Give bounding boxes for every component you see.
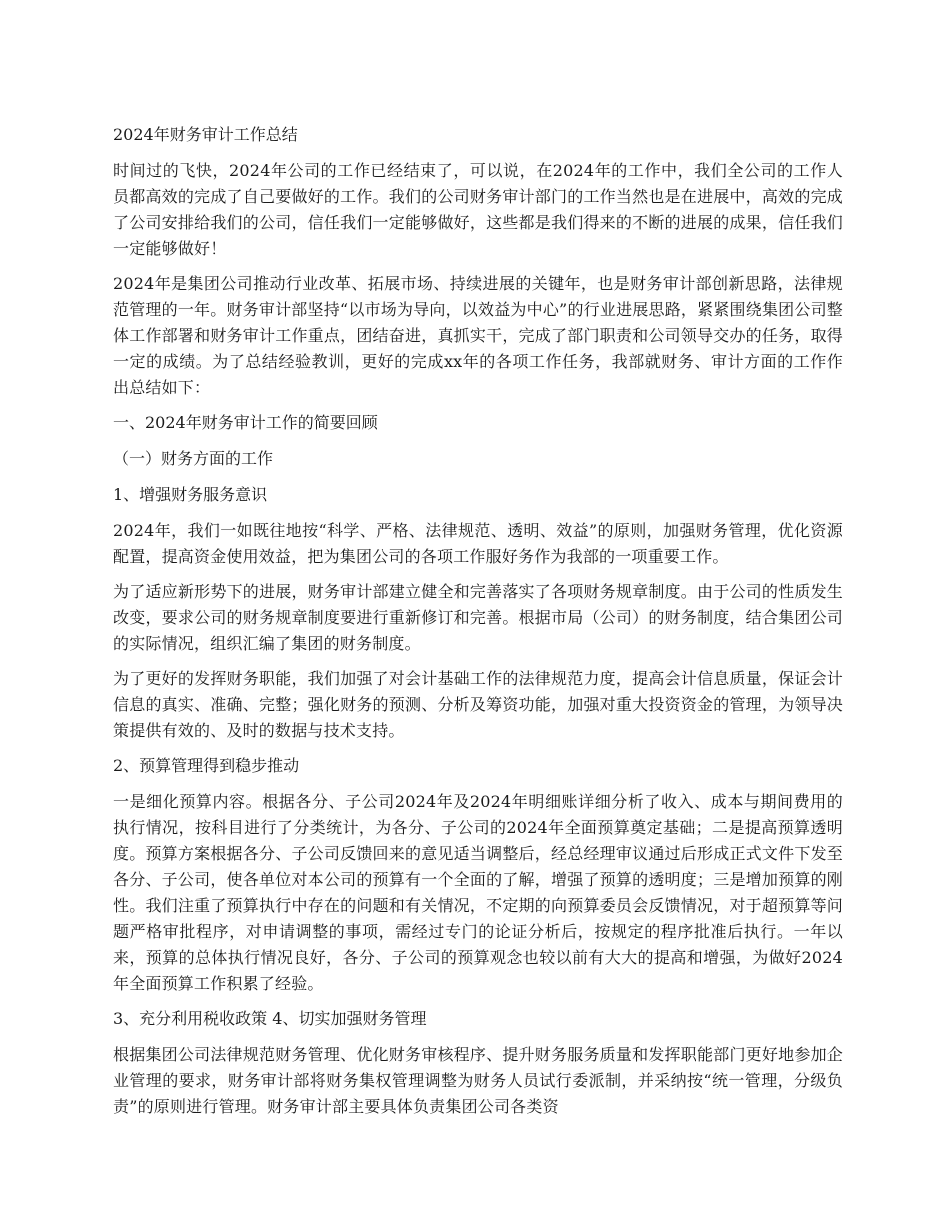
intro-paragraph: 时间过的飞快，2024年公司的工作已经结束了，可以说，在2024年的工作中，我们全公司的工作人员都高效的完成了自己要做好的工作。我们的公司财务审计部门的工作当然也是在进展中，高效的完成了公司安排给我们的公司，信任我们一定能够做好，这些都是我们得来的不断的进展的成果，信任我们一定能够做好！ bbox=[113, 161, 843, 258]
section-heading-review: 一、2024年财务审计工作的简要回顾 bbox=[113, 413, 378, 432]
item-heading-budget: 2、预算管理得到稳步推动 bbox=[113, 756, 300, 775]
accounting-paragraph: 为了更好的发挥财务职能，我们加强了对会计基础工作的法律规范力度，提高会计信息质量，保证会计信息的真实、准确、完整；强化财务的预测、分析及筹资功能，加强对重大投资资金的管理，为领导决策提供有效的、及时的数据与技术支持。 bbox=[113, 669, 843, 740]
subsection-heading-finance: （一）财务方面的工作 bbox=[113, 449, 274, 468]
budget-paragraph: 一是细化预算内容。根据各分、子公司2024年及2024年明细账详细分析了收入、成本与期间费用的执行情况，按科目进行了分类统计，为各分、子公司的2024年全面预算奠定基础；二是提高预算透明度。预算方案根据各分、子公司反馈回来的意见适当调整后，经总经理审议通过后形成正式文件下发至各分、子公司，使各单位对本公司的预算有一个全面的了解，增强了预算的透明度；三是增加预算的刚性。我们注重了预算执行中存在的问题和有关情况，不定期的向预算委员会反馈情况，对于超预算等问题严格审批程序，对申请调整的事项，需经过专门的论证分析后，按规定的程序批准后执行。一年以来，预算的总体执行情况良好，各分、子公司的预算观念也较以前有大大的提高和增强，为做好2024年全面预算工作积累了经验。 bbox=[113, 792, 843, 993]
item-heading-service-awareness: 1、增强财务服务意识 bbox=[113, 485, 268, 504]
management-paragraph: 根据集团公司法律规范财务管理、优化财务审核程序、提升财务服务质量和发挥职能部门更好地参加企业管理的要求，财务审计部将财务集权管理调整为财务人员试行委派制，并采纳按“统一管理，分级负责”的原则进行管理。财务审计部主要具体负责集团公司各类资 bbox=[113, 1045, 843, 1116]
regulations-paragraph: 为了适应新形势下的进展，财务审计部建立健全和完善落实了各项财务规章制度。由于公司的性质发生改变，要求公司的财务规章制度要进行重新修订和完善。根据市局（公司）的财务制度，结合集团公司的实际情况，组织汇编了集团的财务制度。 bbox=[113, 582, 843, 653]
document-page bbox=[113, 122, 843, 1129]
service-awareness-paragraph: 2024年，我们一如既往地按“科学、严格、法律规范、透明、效益”的原则，加强财务管理，优化资源配置，提高资金使用效益，把为集团公司的各项工作服好务作为我部的一项重要工作。 bbox=[113, 521, 843, 566]
overview-paragraph: 2024年是集团公司推动行业改革、拓展市场、持续进展的关键年，也是财务审计部创新思路，法律规范管理的一年。财务审计部坚持“以市场为导向，以效益为中心”的行业进展思路，紧紧围绕集团公司整体工作部署和财务审计工作重点，团结奋进，真抓实干，完成了部门职责和公司领导交办的任务，取得一定的成绩。为了总结经验教训，更好的完成xx年的各项工作任务，我部就财务、审计方面的工作作出总结如下： bbox=[113, 274, 843, 397]
item-heading-tax-and-management: 3、充分利用税收政策 4、切实加强财务管理 bbox=[113, 1009, 427, 1028]
document-title: 2024年财务审计工作总结 bbox=[113, 125, 298, 144]
